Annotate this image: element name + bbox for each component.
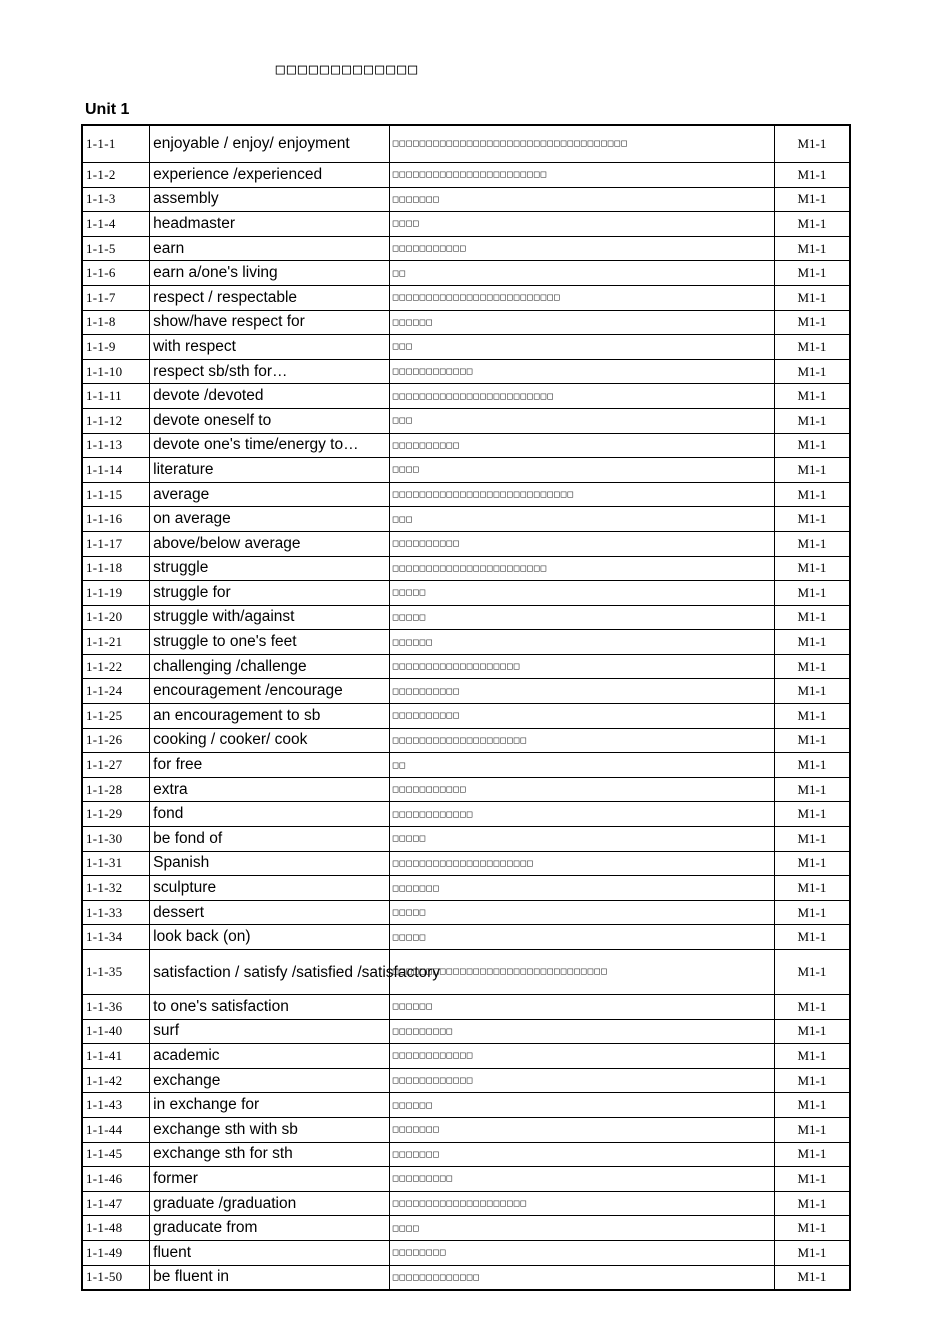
entry-code: 1-1-33	[82, 900, 150, 925]
entry-definition: □□□	[389, 507, 774, 532]
entry-source: M1-1	[774, 1093, 850, 1118]
entry-source: M1-1	[774, 1044, 850, 1069]
entry-source: M1-1	[774, 728, 850, 753]
entry-word: assembly	[150, 187, 390, 212]
entry-word: an encouragement to sb	[150, 704, 390, 729]
entry-code: 1-1-8	[82, 310, 150, 335]
table-row	[82, 876, 850, 901]
entry-word: cooking / cooker/ cook	[150, 728, 390, 753]
entry-code: 1-1-11	[82, 384, 150, 409]
entry-code: 1-1-19	[82, 581, 150, 606]
entry-source: M1-1	[774, 1142, 850, 1167]
table-row	[82, 507, 850, 532]
entry-code: 1-1-43	[82, 1093, 150, 1118]
entry-word: exchange sth with sb	[150, 1117, 390, 1142]
entry-source: M1-1	[774, 236, 850, 261]
entry-source: M1-1	[774, 950, 850, 995]
entry-source: M1-1	[774, 285, 850, 310]
entry-source: M1-1	[774, 125, 850, 163]
entry-word: to one's satisfaction	[150, 995, 390, 1020]
table-row	[82, 310, 850, 335]
entry-word: dessert	[150, 900, 390, 925]
entry-word: devote /devoted	[150, 384, 390, 409]
entry-code: 1-1-12	[82, 408, 150, 433]
entry-definition: □□□□□□□□□□□□	[389, 1068, 774, 1093]
entry-code: 1-1-18	[82, 556, 150, 581]
entry-code: 1-1-27	[82, 753, 150, 778]
entry-definition: □□□□□□□	[389, 1117, 774, 1142]
entry-word: respect sb/sth for…	[150, 359, 390, 384]
entry-definition: □□□□□□□□□□□□□□□□□□□□□□□	[389, 556, 774, 581]
entry-definition: □□□□□□□□□□□□□□□□□□□□□	[389, 851, 774, 876]
entry-code: 1-1-16	[82, 507, 150, 532]
table-row	[82, 187, 850, 212]
entry-word: graduate /graduation	[150, 1191, 390, 1216]
entry-word: above/below average	[150, 531, 390, 556]
entry-word: Spanish	[150, 851, 390, 876]
table-row	[82, 753, 850, 778]
entry-definition: □□□□□□□□□□	[389, 704, 774, 729]
table-row	[82, 359, 850, 384]
entry-word: for free	[150, 753, 390, 778]
entry-definition: □□□□□□□□□□□□□□□□□□□□□□□□□	[389, 285, 774, 310]
table-row	[82, 335, 850, 360]
entry-definition: □□□□□□□□□□□□□□□□□□□□□□□□□□□□□□□□□□□	[389, 125, 774, 163]
entry-word: exchange	[150, 1068, 390, 1093]
entry-word: earn a/one's living	[150, 261, 390, 286]
entry-code: 1-1-13	[82, 433, 150, 458]
entry-source: M1-1	[774, 335, 850, 360]
entry-source: M1-1	[774, 507, 850, 532]
entry-source: M1-1	[774, 581, 850, 606]
table-row	[82, 630, 850, 655]
table-row	[82, 125, 850, 163]
table-row	[82, 1167, 850, 1192]
table-row	[82, 605, 850, 630]
entry-source: M1-1	[774, 212, 850, 237]
entry-word: struggle to one's feet	[150, 630, 390, 655]
table-row	[82, 531, 850, 556]
entry-source: M1-1	[774, 900, 850, 925]
table-row	[82, 1117, 850, 1142]
entry-definition: □□□□□□□□□□□□□□□□□□□	[389, 654, 774, 679]
entry-source: M1-1	[774, 654, 850, 679]
entry-code: 1-1-25	[82, 704, 150, 729]
entry-source: M1-1	[774, 556, 850, 581]
entry-definition: □□□□□□□	[389, 187, 774, 212]
entry-source: M1-1	[774, 995, 850, 1020]
entry-definition: □□□□□□□□□□□	[389, 777, 774, 802]
entry-code: 1-1-29	[82, 802, 150, 827]
entry-word: average	[150, 482, 390, 507]
entry-word: graducate from	[150, 1216, 390, 1241]
entry-definition: □□□□□	[389, 900, 774, 925]
entry-definition: □□□□□□□□□□□□	[389, 802, 774, 827]
table-row	[82, 1142, 850, 1167]
entry-code: 1-1-3	[82, 187, 150, 212]
entry-definition: □□□□□□□□□□	[389, 531, 774, 556]
table-row	[82, 1216, 850, 1241]
entry-source: M1-1	[774, 1191, 850, 1216]
table-row	[82, 212, 850, 237]
table-row	[82, 1093, 850, 1118]
table-row	[82, 236, 850, 261]
entry-definition: □□□□	[389, 1216, 774, 1241]
table-row	[82, 433, 850, 458]
entry-code: 1-1-36	[82, 995, 150, 1020]
entry-definition: □□□	[389, 408, 774, 433]
table-row	[82, 408, 850, 433]
entry-word: sculpture	[150, 876, 390, 901]
table-row	[82, 802, 850, 827]
table-row	[82, 704, 850, 729]
table-row	[82, 556, 850, 581]
entry-word: be fond of	[150, 827, 390, 852]
entry-definition: □□□□□□□□□□□□	[389, 359, 774, 384]
entry-source: M1-1	[774, 876, 850, 901]
entry-code: 1-1-20	[82, 605, 150, 630]
table-row	[82, 728, 850, 753]
entry-word: extra	[150, 777, 390, 802]
entry-code: 1-1-30	[82, 827, 150, 852]
entry-word: show/have respect for	[150, 310, 390, 335]
entry-source: M1-1	[774, 310, 850, 335]
entry-word: in exchange for	[150, 1093, 390, 1118]
entry-source: M1-1	[774, 1240, 850, 1265]
entry-definition: □□□□□□□□□□□□□□□□□□□□□□□□□□□□□□□□	[389, 950, 774, 995]
table-row	[82, 1044, 850, 1069]
entry-source: M1-1	[774, 482, 850, 507]
entry-definition: □□□□□□	[389, 310, 774, 335]
entry-source: M1-1	[774, 827, 850, 852]
entry-code: 1-1-45	[82, 1142, 150, 1167]
table-row	[82, 285, 850, 310]
entry-source: M1-1	[774, 679, 850, 704]
entry-source: M1-1	[774, 384, 850, 409]
table-row	[82, 851, 850, 876]
entry-word: satisfaction / satisfy /satisfied /satisfactory	[150, 950, 390, 995]
entry-word: academic	[150, 1044, 390, 1069]
document-title: □□□□□□□□□□□□□	[275, 60, 420, 78]
entry-definition: □□□□□□□□□□□□□□□□□□□□	[389, 728, 774, 753]
entry-code: 1-1-24	[82, 679, 150, 704]
table-row	[82, 1265, 850, 1290]
entry-source: M1-1	[774, 851, 850, 876]
entry-source: M1-1	[774, 1265, 850, 1290]
entry-definition: □□□□□	[389, 581, 774, 606]
entry-definition: □□□□□□□□□□□□□	[389, 1265, 774, 1290]
entry-word: devote oneself to	[150, 408, 390, 433]
entry-source: M1-1	[774, 458, 850, 483]
table-row	[82, 1240, 850, 1265]
entry-source: M1-1	[774, 1019, 850, 1044]
entry-definition: □□□□□	[389, 925, 774, 950]
entry-source: M1-1	[774, 187, 850, 212]
entry-definition: □□	[389, 261, 774, 286]
entry-definition: □□□□□	[389, 827, 774, 852]
entry-word: exchange sth for sth	[150, 1142, 390, 1167]
entry-word: experience /experienced	[150, 163, 390, 188]
entry-definition: □□□□□□	[389, 1093, 774, 1118]
entry-source: M1-1	[774, 605, 850, 630]
entry-word: earn	[150, 236, 390, 261]
entry-source: M1-1	[774, 1068, 850, 1093]
entry-source: M1-1	[774, 802, 850, 827]
entry-definition: □□□□□□□□□□□□□□□□□□□□□□□□□□□	[389, 482, 774, 507]
table-row	[82, 777, 850, 802]
entry-code: 1-1-26	[82, 728, 150, 753]
table-row	[82, 163, 850, 188]
entry-word: on average	[150, 507, 390, 532]
entry-code: 1-1-46	[82, 1167, 150, 1192]
entry-definition: □□□□□□□□	[389, 1240, 774, 1265]
entry-definition: □□□□□□□□□□	[389, 679, 774, 704]
entry-code: 1-1-4	[82, 212, 150, 237]
entry-definition: □□□□□□□□□□□□□□□□□□□□□□□□	[389, 384, 774, 409]
entry-word: respect / respectable	[150, 285, 390, 310]
entry-code: 1-1-44	[82, 1117, 150, 1142]
entry-word: literature	[150, 458, 390, 483]
entry-source: M1-1	[774, 433, 850, 458]
entry-definition: □□□□□□□□□□	[389, 433, 774, 458]
vocabulary-table	[81, 124, 851, 1291]
entry-word: fond	[150, 802, 390, 827]
entry-code: 1-1-15	[82, 482, 150, 507]
table-row	[82, 900, 850, 925]
table-row	[82, 925, 850, 950]
table-row	[82, 384, 850, 409]
entry-source: M1-1	[774, 1117, 850, 1142]
entry-source: M1-1	[774, 1167, 850, 1192]
entry-definition: □□□□□□□□□□□□	[389, 1044, 774, 1069]
entry-code: 1-1-49	[82, 1240, 150, 1265]
entry-definition: □□□□□□□□□	[389, 1167, 774, 1192]
entry-word: challenging /challenge	[150, 654, 390, 679]
entry-word: enjoyable / enjoy/ enjoyment	[150, 125, 390, 163]
entry-definition: □□□□□□□□□□□□□□□□□□□□	[389, 1191, 774, 1216]
entry-code: 1-1-32	[82, 876, 150, 901]
entry-code: 1-1-17	[82, 531, 150, 556]
entry-word: struggle with/against	[150, 605, 390, 630]
entry-source: M1-1	[774, 163, 850, 188]
entry-definition: □□□□□□□□□	[389, 1019, 774, 1044]
entry-word: fluent	[150, 1240, 390, 1265]
entry-source: M1-1	[774, 925, 850, 950]
entry-code: 1-1-10	[82, 359, 150, 384]
entry-definition: □□□	[389, 335, 774, 360]
vocabulary-table-body	[82, 125, 850, 1290]
entry-code: 1-1-47	[82, 1191, 150, 1216]
entry-word: encouragement /encourage	[150, 679, 390, 704]
entry-definition: □□□□□□□□□□□	[389, 236, 774, 261]
table-row	[82, 458, 850, 483]
entry-word: with respect	[150, 335, 390, 360]
table-row	[82, 995, 850, 1020]
table-row	[82, 1068, 850, 1093]
entry-code: 1-1-9	[82, 335, 150, 360]
entry-definition: □□□□□□□	[389, 876, 774, 901]
table-row	[82, 581, 850, 606]
entry-code: 1-1-48	[82, 1216, 150, 1241]
table-row	[82, 654, 850, 679]
entry-source: M1-1	[774, 704, 850, 729]
entry-code: 1-1-21	[82, 630, 150, 655]
entry-definition: □□□□	[389, 212, 774, 237]
entry-source: M1-1	[774, 359, 850, 384]
entry-source: M1-1	[774, 630, 850, 655]
table-row	[82, 482, 850, 507]
entry-code: 1-1-5	[82, 236, 150, 261]
entry-definition: □□□□	[389, 458, 774, 483]
table-row	[82, 950, 850, 995]
entry-source: M1-1	[774, 531, 850, 556]
entry-word: headmaster	[150, 212, 390, 237]
entry-definition: □□□□□□	[389, 630, 774, 655]
entry-definition: □□	[389, 753, 774, 778]
entry-source: M1-1	[774, 408, 850, 433]
table-row	[82, 679, 850, 704]
entry-code: 1-1-14	[82, 458, 150, 483]
entry-code: 1-1-50	[82, 1265, 150, 1290]
table-row	[82, 1191, 850, 1216]
entry-code: 1-1-40	[82, 1019, 150, 1044]
entry-code: 1-1-42	[82, 1068, 150, 1093]
entry-word: surf	[150, 1019, 390, 1044]
table-row	[82, 827, 850, 852]
table-row	[82, 1019, 850, 1044]
entry-source: M1-1	[774, 261, 850, 286]
entry-word: struggle for	[150, 581, 390, 606]
entry-code: 1-1-31	[82, 851, 150, 876]
entry-word: look back (on)	[150, 925, 390, 950]
entry-code: 1-1-7	[82, 285, 150, 310]
entry-word: devote one's time/energy to…	[150, 433, 390, 458]
entry-definition: □□□□□□□	[389, 1142, 774, 1167]
entry-definition: □□□□□	[389, 605, 774, 630]
entry-source: M1-1	[774, 777, 850, 802]
entry-code: 1-1-35	[82, 950, 150, 995]
entry-code: 1-1-22	[82, 654, 150, 679]
unit-heading: Unit 1	[85, 101, 130, 118]
entry-word: struggle	[150, 556, 390, 581]
entry-source: M1-1	[774, 1216, 850, 1241]
entry-word: be fluent in	[150, 1265, 390, 1290]
entry-code: 1-1-28	[82, 777, 150, 802]
entry-definition: □□□□□□□□□□□□□□□□□□□□□□□	[389, 163, 774, 188]
entry-code: 1-1-34	[82, 925, 150, 950]
entry-definition: □□□□□□	[389, 995, 774, 1020]
entry-code: 1-1-41	[82, 1044, 150, 1069]
entry-code: 1-1-1	[82, 125, 150, 163]
table-row	[82, 261, 850, 286]
entry-code: 1-1-2	[82, 163, 150, 188]
entry-word: former	[150, 1167, 390, 1192]
entry-code: 1-1-6	[82, 261, 150, 286]
entry-source: M1-1	[774, 753, 850, 778]
